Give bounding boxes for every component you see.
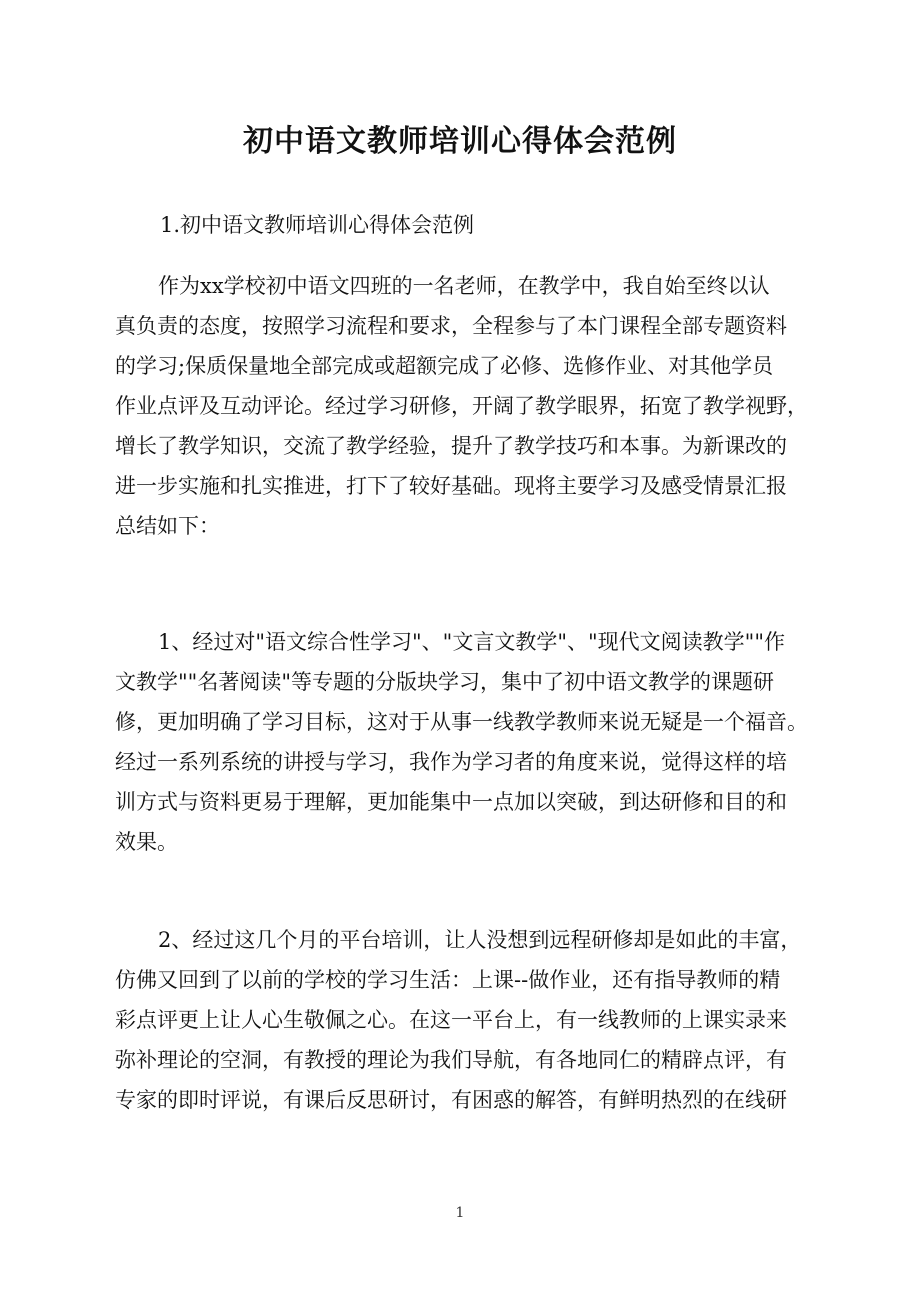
- paragraph-line: 1、经过对"语文综合性学习"、"文言文教学"、"现代文阅读教学""作: [158, 630, 785, 654]
- paragraph-line: 经过一系列系统的讲授与学习，我作为学习者的角度来说，觉得这样的培: [115, 750, 787, 774]
- paragraph-line: 修，更加明确了学习目标，这对于从事一线教学教师来说无疑是一个福音。: [115, 710, 808, 734]
- paragraph-line: 作为xx学校初中语文四班的一名老师，在教学中，我自始至终以认: [158, 274, 770, 298]
- paragraph-line: 专家的即时评说，有课后反思研讨，有困惑的解答，有鲜明热烈的在线研: [115, 1088, 787, 1112]
- page-number: 1: [455, 1205, 465, 1221]
- paragraph-line: 2、经过这几个月的平台培训，让人没想到远程研修却是如此的丰富，: [158, 928, 802, 952]
- paragraph-line: 增长了教学知识，交流了教学经验，提升了教学技巧和本事。为新课改的: [115, 434, 787, 458]
- paragraph-intro: [115, 266, 808, 546]
- paragraph-line: 进一步实施和扎实推进，打下了较好基础。现将主要学习及感受情景汇报: [115, 474, 787, 498]
- paragraph-line: 效果。: [115, 830, 178, 854]
- paragraph-line: 的学习;保质保量地全部完成或超额完成了必修、选修作业、对其他学员: [115, 354, 774, 378]
- paragraph-line: 文教学""名著阅读"等专题的分版块学习，集中了初中语文教学的课题研: [115, 670, 774, 694]
- paragraph-line: 训方式与资料更易于理解，更加能集中一点加以突破，到达研修和目的和: [115, 790, 787, 814]
- document-title: 初中语文教师培训心得体会范例: [243, 124, 677, 159]
- paragraph-line: 仿佛又回到了以前的学校的学习生活：上课--做作业，还有指导教师的精: [115, 968, 781, 992]
- paragraph-line: 弥补理论的空洞，有教授的理论为我们导航，有各地同仁的精辟点评，有: [115, 1048, 787, 1072]
- paragraph-line: 彩点评更上让人心生敬佩之心。在这一平台上，有一线教师的上课实录来: [115, 1008, 787, 1032]
- paragraph-line: 作业点评及互动评论。经过学习研修，开阔了教学眼界，拓宽了教学视野，: [115, 394, 808, 418]
- paragraph-point-1: [115, 622, 808, 862]
- paragraph-line: 总结如下：: [115, 514, 220, 538]
- paragraph-line: 真负责的态度，按照学习流程和要求，全程参与了本门课程全部专题资料: [115, 314, 787, 338]
- document-subheading: 1.初中语文教师培训心得体会范例: [160, 213, 475, 237]
- paragraph-point-2: [115, 920, 805, 1120]
